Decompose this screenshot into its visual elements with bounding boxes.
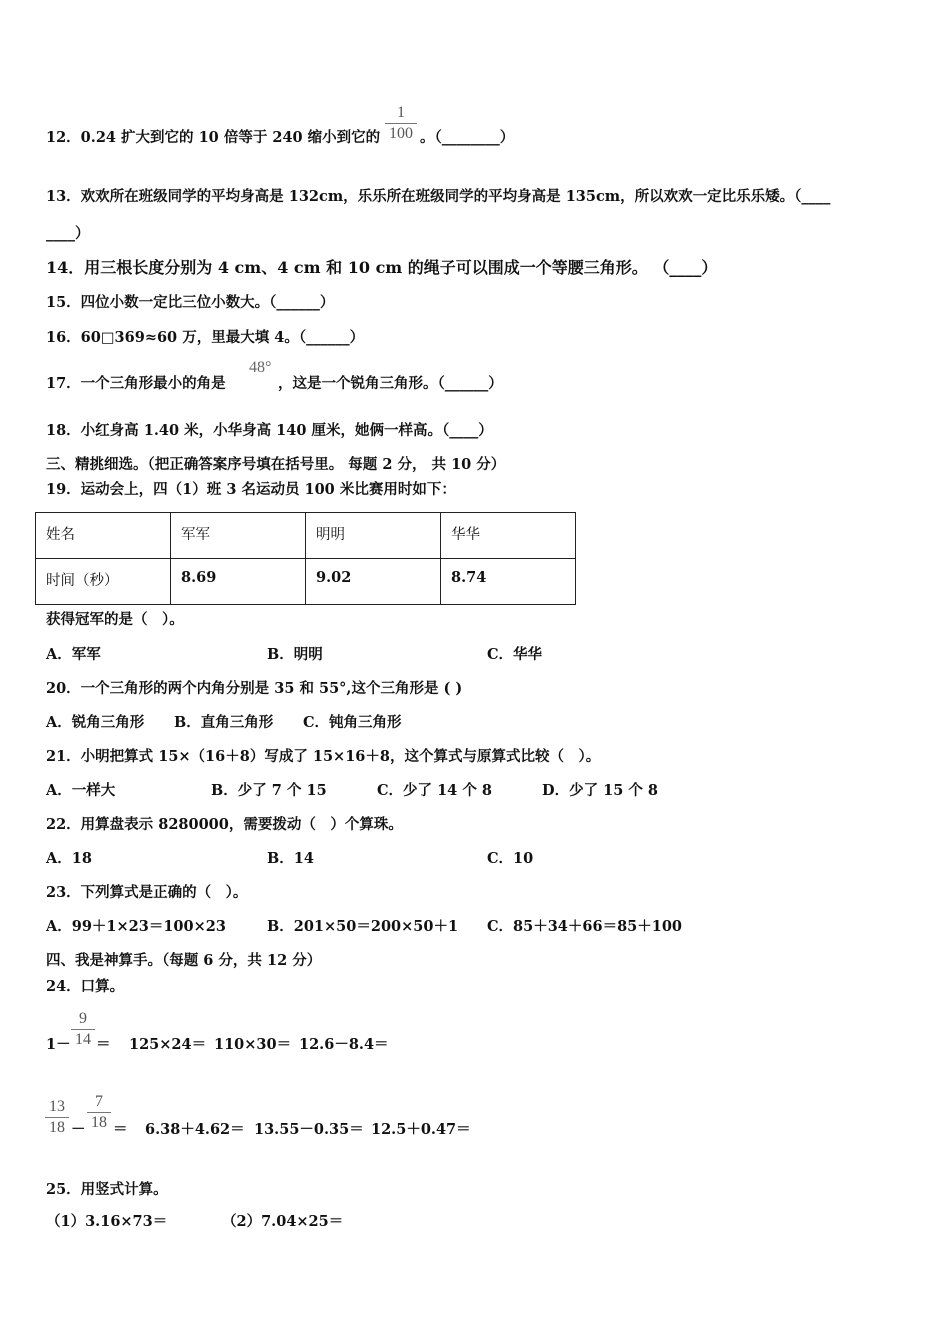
option-a[interactable]: A．99＋1×23＝100×23 bbox=[46, 918, 226, 935]
q12-tail: 。（________） bbox=[420, 129, 515, 146]
option-c[interactable]: C．少了 14 个 8 bbox=[377, 782, 492, 799]
table-cell: 明明 bbox=[306, 513, 441, 559]
section3-heading: 三、精挑细选。（把正确答案序号填在括号里。 每题 2 分， 共 10 分） bbox=[46, 456, 506, 473]
q25-item: （1）3.16×73＝ bbox=[46, 1213, 168, 1230]
q24-row1-equals: ＝ bbox=[96, 1036, 111, 1053]
q19-question: 获得冠军的是（ ）。 bbox=[46, 611, 184, 628]
table-cell: 8.74 bbox=[441, 559, 576, 605]
q24-row2-item: 6.38＋4.62＝ bbox=[145, 1121, 245, 1138]
option-b[interactable]: B．14 bbox=[267, 850, 314, 867]
q23-stem: 23．下列算式是正确的（ ）。 bbox=[46, 884, 248, 901]
q24-row1-fraction bbox=[71, 1010, 95, 1049]
option-a[interactable]: A．一样大 bbox=[46, 782, 116, 799]
option-c[interactable]: C．钝角三角形 bbox=[303, 714, 402, 731]
option-b[interactable]: B．明明 bbox=[267, 646, 323, 663]
q19-table bbox=[35, 512, 576, 605]
q17-pre: 17．一个三角形最小的角是 bbox=[46, 375, 226, 392]
option-c[interactable]: C．10 bbox=[487, 850, 534, 867]
frac-den: 18 bbox=[49, 1119, 65, 1136]
q18: 18．小红身高 1.40 米，小华身高 140 厘米，她俩一样高。（____） bbox=[46, 422, 493, 439]
q16: 16．60□369≈60 万，里最大填 4。（______） bbox=[46, 329, 365, 346]
q24-row2-fraction1 bbox=[45, 1098, 69, 1137]
option-a[interactable]: A．锐角三角形 bbox=[46, 714, 145, 731]
q24-row1-lead: 1－ bbox=[46, 1036, 71, 1053]
option-a[interactable]: A．18 bbox=[46, 850, 92, 867]
table-row bbox=[36, 513, 576, 559]
option-b[interactable]: B．201×50＝200×50＋1 bbox=[267, 918, 459, 935]
q24-row1-item: 110×30＝ bbox=[214, 1036, 292, 1053]
q22-stem: 22．用算盘表示 8280000，需要拨动（ ）个算珠。 bbox=[46, 816, 403, 833]
table-cell: 军军 bbox=[171, 513, 306, 559]
option-d[interactable]: D．少了 15 个 8 bbox=[542, 782, 658, 799]
q24-row1-item: 12.6－8.4＝ bbox=[299, 1036, 389, 1053]
table-cell: 姓名 bbox=[36, 513, 171, 559]
q17-angle: 48° bbox=[249, 359, 272, 376]
q25-item: （2）7.04×25＝ bbox=[222, 1213, 344, 1230]
q12-fraction bbox=[385, 104, 417, 143]
option-c[interactable]: C．85＋34＋66＝85＋100 bbox=[487, 918, 683, 935]
q13-line1: 13．欢欢所在班级同学的平均身高是 132cm，乐乐所在班级同学的平均身高是 135cm，所以欢欢一定比乐乐矮。（____ bbox=[46, 188, 831, 205]
q12-text: 12．0.24 扩大到它的 10 倍等于 240 缩小到它的 bbox=[46, 129, 381, 146]
q13-line2: ____） bbox=[46, 225, 90, 242]
table-cell: 8.69 bbox=[171, 559, 306, 605]
q24-row2-minus: － bbox=[71, 1121, 86, 1138]
frac-den: 14 bbox=[75, 1031, 91, 1048]
option-b[interactable]: B．少了 7 个 15 bbox=[211, 782, 327, 799]
option-c[interactable]: C．华华 bbox=[487, 646, 543, 663]
q24-row2-item: 13.55－0.35＝ bbox=[254, 1121, 364, 1138]
frac-den: 18 bbox=[91, 1114, 107, 1131]
frac-num: 9 bbox=[79, 1010, 87, 1027]
q24-row1-item: 125×24＝ bbox=[129, 1036, 207, 1053]
q25-stem: 25．用竖式计算。 bbox=[46, 1181, 168, 1198]
q24-row2-equals: ＝ bbox=[113, 1121, 128, 1138]
q21-stem: 21．小明把算式 15×（16＋8）写成了 15×16＋8，这个算式与原算式比较（ ）。 bbox=[46, 748, 601, 765]
q17-post: ，这是一个锐角三角形。（______） bbox=[278, 375, 503, 392]
option-b[interactable]: B．直角三角形 bbox=[174, 714, 274, 731]
table-cell: 时间（秒） bbox=[36, 559, 171, 605]
q24-stem: 24．口算。 bbox=[46, 978, 125, 995]
q15: 15．四位小数一定比三位小数大。（______） bbox=[46, 294, 335, 311]
q14: 14．用三根长度分别为 4 cm、4 cm 和 10 cm 的绳子可以围成一个等腰三角形。 （____） bbox=[46, 258, 718, 277]
q19-stem: 19．运动会上，四（1）班 3 名运动员 100 米比赛用时如下： bbox=[46, 481, 456, 498]
frac-num: 7 bbox=[95, 1093, 103, 1110]
q12-frac-num: 1 bbox=[397, 104, 405, 121]
q12-frac-den: 100 bbox=[389, 125, 413, 142]
table-cell: 9.02 bbox=[306, 559, 441, 605]
q24-row2-fraction2 bbox=[87, 1093, 111, 1132]
q20-stem: 20．一个三角形的两个内角分别是 35 和 55°,这个三角形是 ( ) bbox=[46, 680, 463, 697]
table-row bbox=[36, 559, 576, 605]
q24-row2-item: 12.5＋0.47＝ bbox=[371, 1121, 471, 1138]
option-a[interactable]: A．军军 bbox=[46, 646, 101, 663]
frac-num: 13 bbox=[49, 1098, 65, 1115]
table-cell: 华华 bbox=[441, 513, 576, 559]
section4-heading: 四、我是神算手。（每题 6 分，共 12 分） bbox=[46, 952, 322, 969]
